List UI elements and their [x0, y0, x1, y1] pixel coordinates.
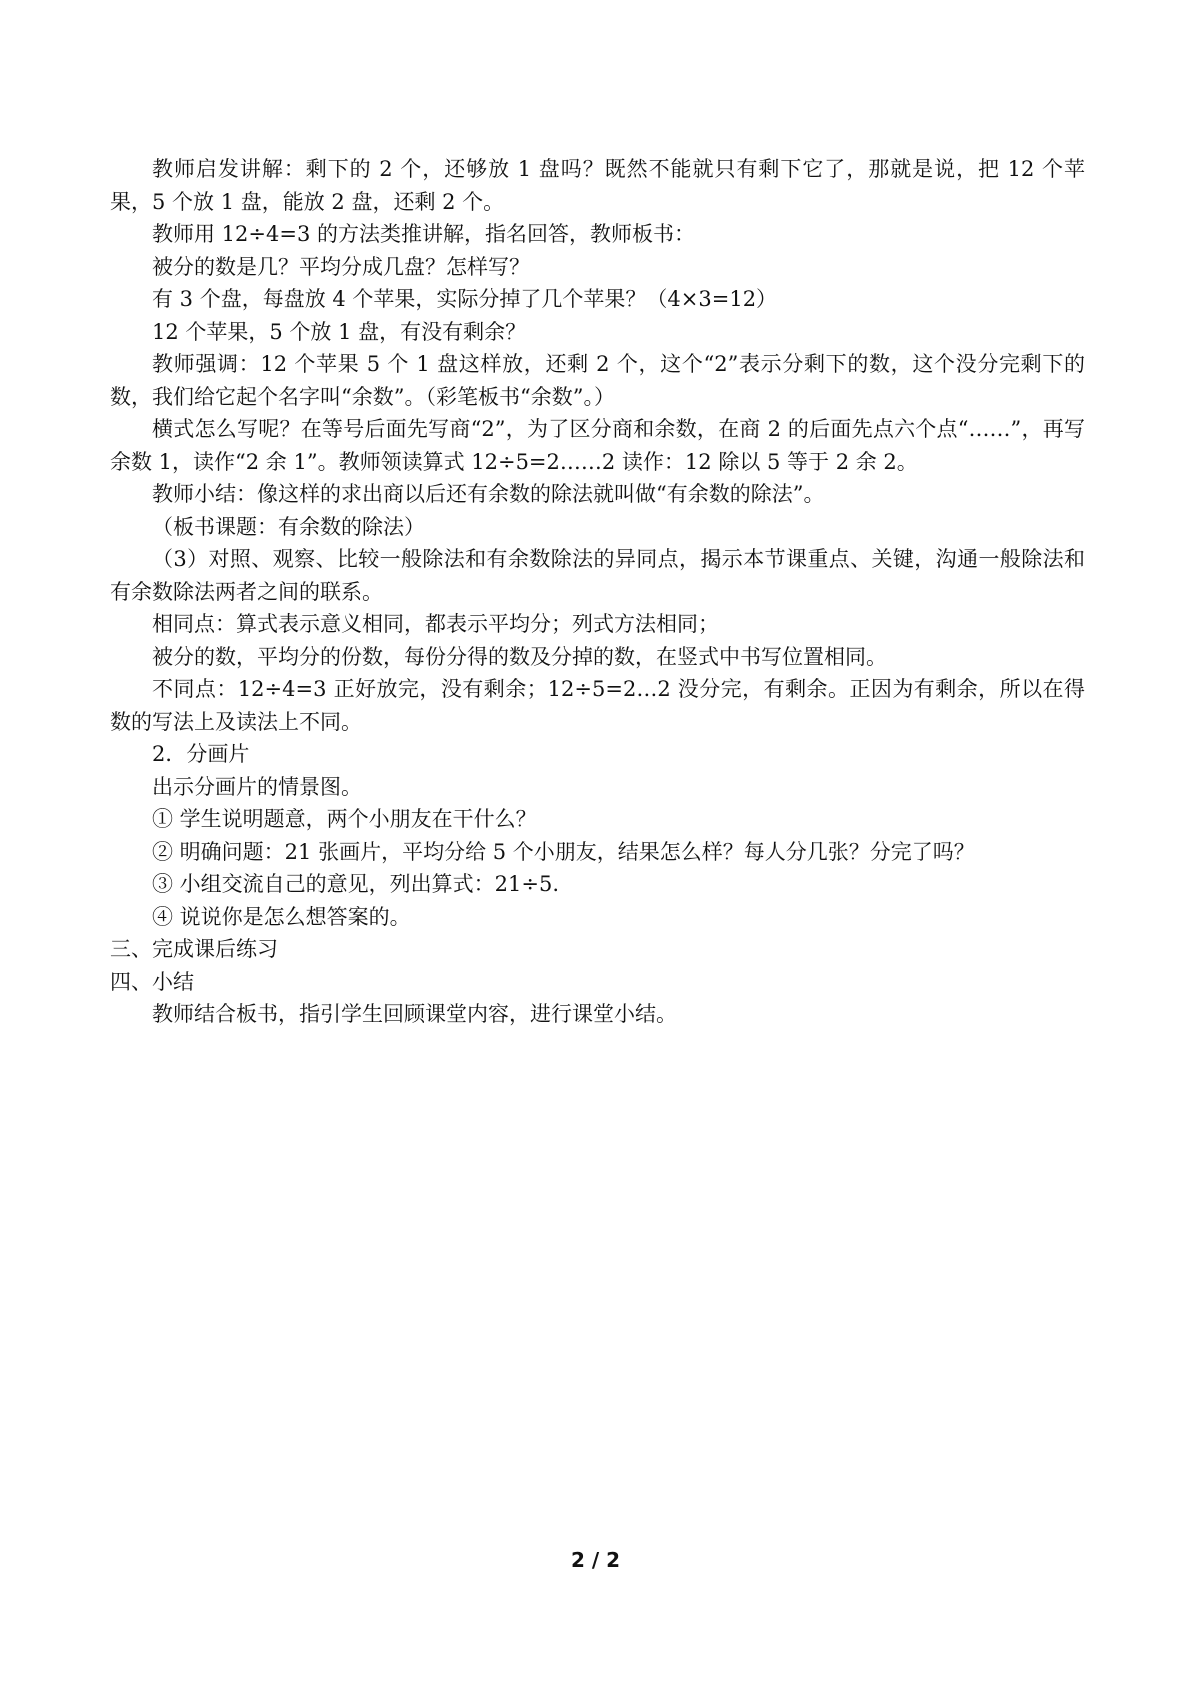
paragraph-show-picture: 出示分画片的情景图。: [152, 774, 362, 799]
paragraph-board-title: （板书课题：有余数的除法）: [152, 514, 425, 539]
list-item-4: ④ 说说你是怎么想答案的。: [152, 904, 411, 929]
paragraph-question-remainder: 12 个苹果，5 个放 1 盘，有没有剩余？: [152, 319, 527, 344]
paragraph-compare: （3）对照、观察、比较一般除法和有余数除法的异同点，揭示本节课重点、关键，沟通一般除法和有余数除法两者之间的联系。: [110, 547, 1085, 604]
paragraph-summary: 教师小结：像这样的求出商以后还有余数的除法就叫做“有余数的除法”。: [152, 482, 825, 506]
list-item-3: ③ 小组交流自己的意见，列出算式：21÷5.: [152, 872, 560, 896]
list-item-2: ② 明确问题：21 张画片，平均分给 5 个小朋友，结果怎么样？每人分几张？分完了吗？: [152, 839, 975, 864]
paragraph-similarity-detail: 被分的数，平均分的份数，每份分得的数及分掉的数，在竖式中书写位置相同。: [152, 644, 887, 669]
paragraph-question-plates: 有 3 个盘，每盘放 4 个苹果，实际分掉了几个苹果？（4×3=12）: [152, 287, 778, 311]
paragraph-explanation: 教师启发讲解：剩下的 2 个，还够放 1 盘吗？既然不能就只有剩下它了，那就是说，把 12 个苹果，5 个放 1 盘，能放 2 盘，还剩 2 个。: [110, 157, 1085, 214]
paragraph-analogy: 教师用 12÷4=3 的方法类推讲解，指名回答，教师板书：: [152, 222, 695, 246]
document-body: [110, 153, 1085, 1031]
paragraph-conclusion: 教师结合板书，指引学生回顾课堂内容，进行课堂小结。: [152, 1002, 677, 1026]
list-item-1: ① 学生说明题意，两个小朋友在干什么？: [152, 807, 537, 831]
section-heading-cards: 2．分画片: [152, 742, 250, 766]
page-number: 2 / 2: [570, 1548, 621, 1572]
paragraph-question-dividend: 被分的数是几？平均分成几盘？怎样写？: [152, 254, 530, 279]
section-heading-conclusion: 四、小结: [110, 969, 194, 994]
paragraph-emphasis: 教师强调：12 个苹果 5 个 1 盘这样放，还剩 2 个，这个“2”表示分剩下的数，这个没分完剩下的数，我们给它起个名字叫“余数”。（彩笔板书“余数”。）: [110, 352, 1085, 409]
paragraph-similarity: 相同点：算式表示意义相同，都表示平均分；列式方法相同；: [152, 612, 719, 636]
paragraph-notation: 横式怎么写呢？在等号后面先写商“2”，为了区分商和余数，在商 2 的后面先点六个点“……”，再写余数 1，读作“2 余 1”。教师领读算式 12÷5=2……2 读作：12 除以 5 等于 2 余 2。: [110, 417, 1085, 474]
section-heading-practice: 三、完成课后练习: [110, 937, 278, 961]
paragraph-difference: 不同点：12÷4=3 正好放完，没有剩余；12÷5=2…2 没分完，有剩余。正因为有剩余，所以在得数的写法上及读法上不同。: [110, 677, 1085, 734]
